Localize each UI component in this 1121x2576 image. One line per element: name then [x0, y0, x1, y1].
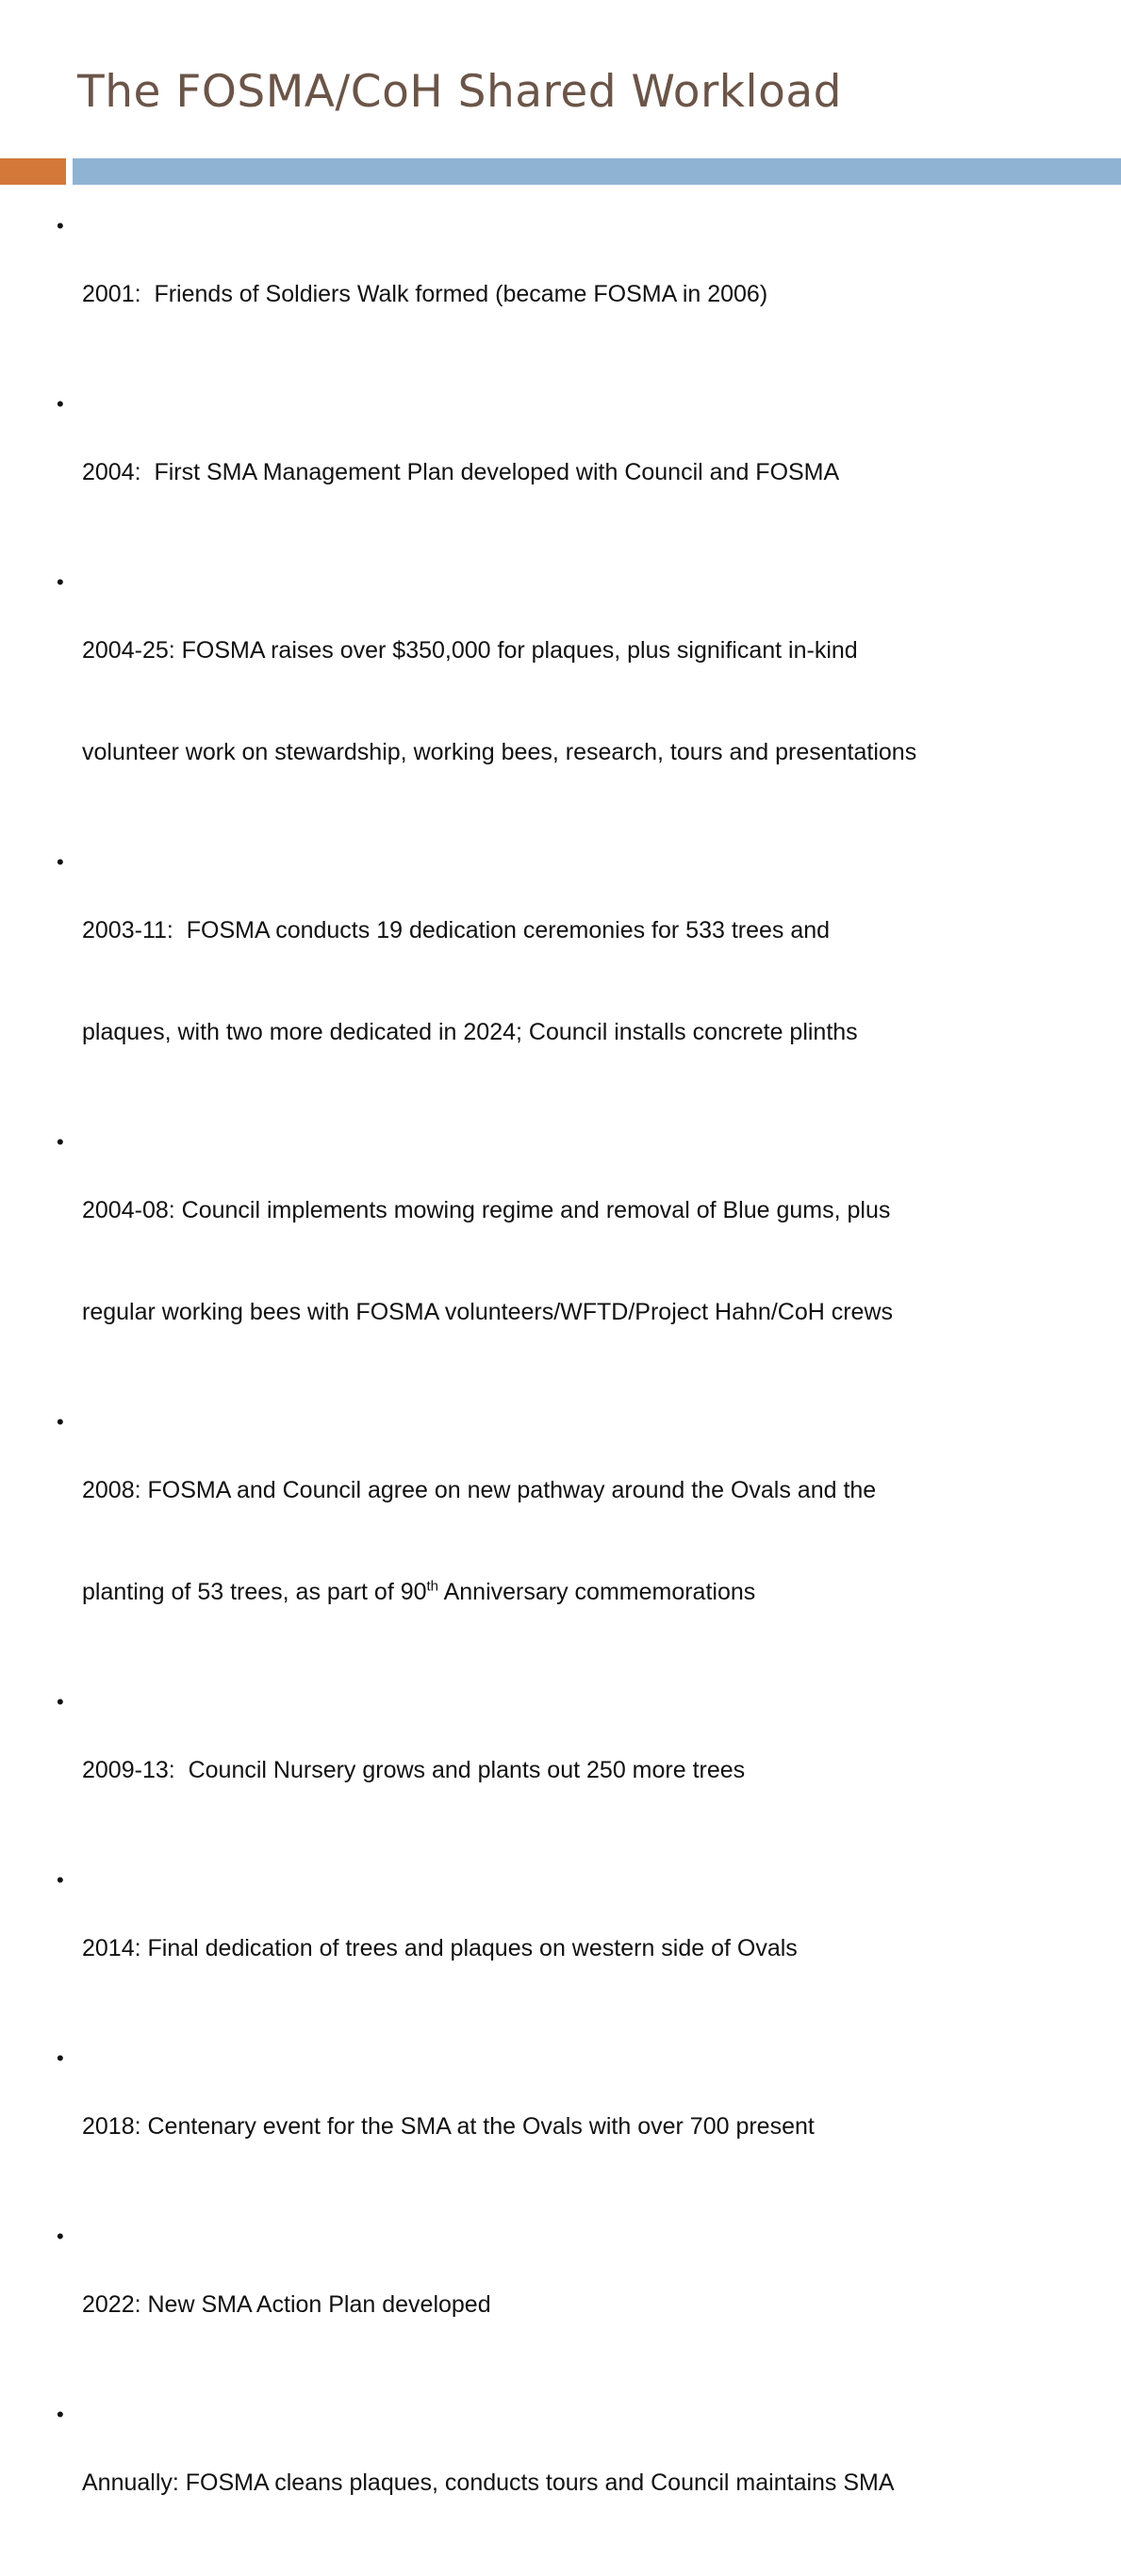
bullet-icon: • [57, 214, 64, 238]
bullet-line: 2022: New SMA Action Plan developed [82, 2291, 491, 2318]
bullet-line [82, 1575, 1113, 1609]
bullet-text [82, 1863, 1113, 2033]
bullet-icon: • [57, 2046, 64, 2070]
bullet-icon: • [57, 570, 64, 594]
bullet-line-segment: Anniversary commemorations [438, 1579, 756, 1605]
bullet-line: volunteer work on stewardship, working bees, research, tours and presentations [82, 739, 917, 765]
bullet-icon: • [57, 1410, 64, 1434]
list-item [57, 566, 1113, 837]
bullet-line: 2001: Friends of Soldiers Walk formed (became FOSMA in 2006) [82, 281, 768, 307]
list-item [57, 2042, 1113, 2211]
bullet-line: 2003-11: FOSMA conducts 19 dedication ceremonies for 533 trees and [82, 917, 831, 943]
list-item [57, 1863, 1113, 2033]
bullet-line: 2004-25: FOSMA raises over $350,000 for plaques, plus significant in-kind [82, 637, 858, 664]
bullet-line: Annually: FOSMA cleans plaques, conducts tours and Council maintains SMA [82, 2469, 895, 2496]
ordinal-superscript: th [426, 1578, 439, 1595]
list-item [57, 1125, 1113, 1397]
bullet-line: 2018: Centenary event for the SMA at the Ovals with over 700 present [82, 2113, 815, 2140]
bullet-text [82, 209, 1113, 379]
bullet-icon: • [57, 850, 64, 874]
bullet-icon: • [57, 2403, 64, 2426]
list-item [57, 845, 1113, 1117]
bullet-line: 2004-08: Council implements mowing regime and removal of Blue gums, plus [82, 1197, 891, 1223]
bullet-icon: • [57, 2224, 64, 2248]
bullet-line: plaques, with two more dedicated in 2024; Council installs concrete plinths [82, 1019, 858, 1045]
slide-title: The FOSMA/CoH Shared Workload [77, 66, 842, 118]
list-item [57, 1685, 1113, 1855]
bullet-text [82, 1125, 1113, 1397]
accent-bar-blue [73, 158, 1121, 185]
accent-bar-orange [0, 158, 66, 185]
bullet-text [82, 845, 1113, 1117]
bullet-text [82, 2398, 1113, 2568]
bullet-text [82, 387, 1113, 557]
bullet-line: 2004: First SMA Management Plan developed with Council and FOSMA [82, 459, 840, 485]
bullet-line: regular working bees with FOSMA volunteers/WFTD/Project Hahn/CoH crews [82, 1299, 894, 1325]
list-item [57, 2398, 1113, 2568]
bullet-icon: • [57, 392, 64, 416]
list-item [57, 1405, 1113, 1677]
bullet-line: 2014: Final dedication of trees and plaques on western side of Ovals [82, 1935, 798, 1961]
bullet-line: 2009-13: Council Nursery grows and plants out 250 more trees [82, 1757, 746, 1783]
bullet-list [57, 209, 1113, 2576]
bullet-text [82, 1405, 1113, 1677]
bullet-text [82, 2042, 1113, 2211]
list-item [57, 2220, 1113, 2389]
bullet-icon: • [57, 1690, 64, 1714]
bullet-line-segment: planting of 53 trees, as part of 90 [82, 1579, 427, 1605]
bullet-text [82, 566, 1113, 837]
bullet-icon: • [57, 1868, 64, 1892]
bullet-icon: • [57, 1130, 64, 1154]
bullet-line: 2008: FOSMA and Council agree on new pathway around the Ovals and the [82, 1477, 877, 1503]
bullet-text [82, 1685, 1113, 1855]
bullet-text [82, 2220, 1113, 2389]
list-item [57, 387, 1113, 557]
list-item [57, 209, 1113, 379]
